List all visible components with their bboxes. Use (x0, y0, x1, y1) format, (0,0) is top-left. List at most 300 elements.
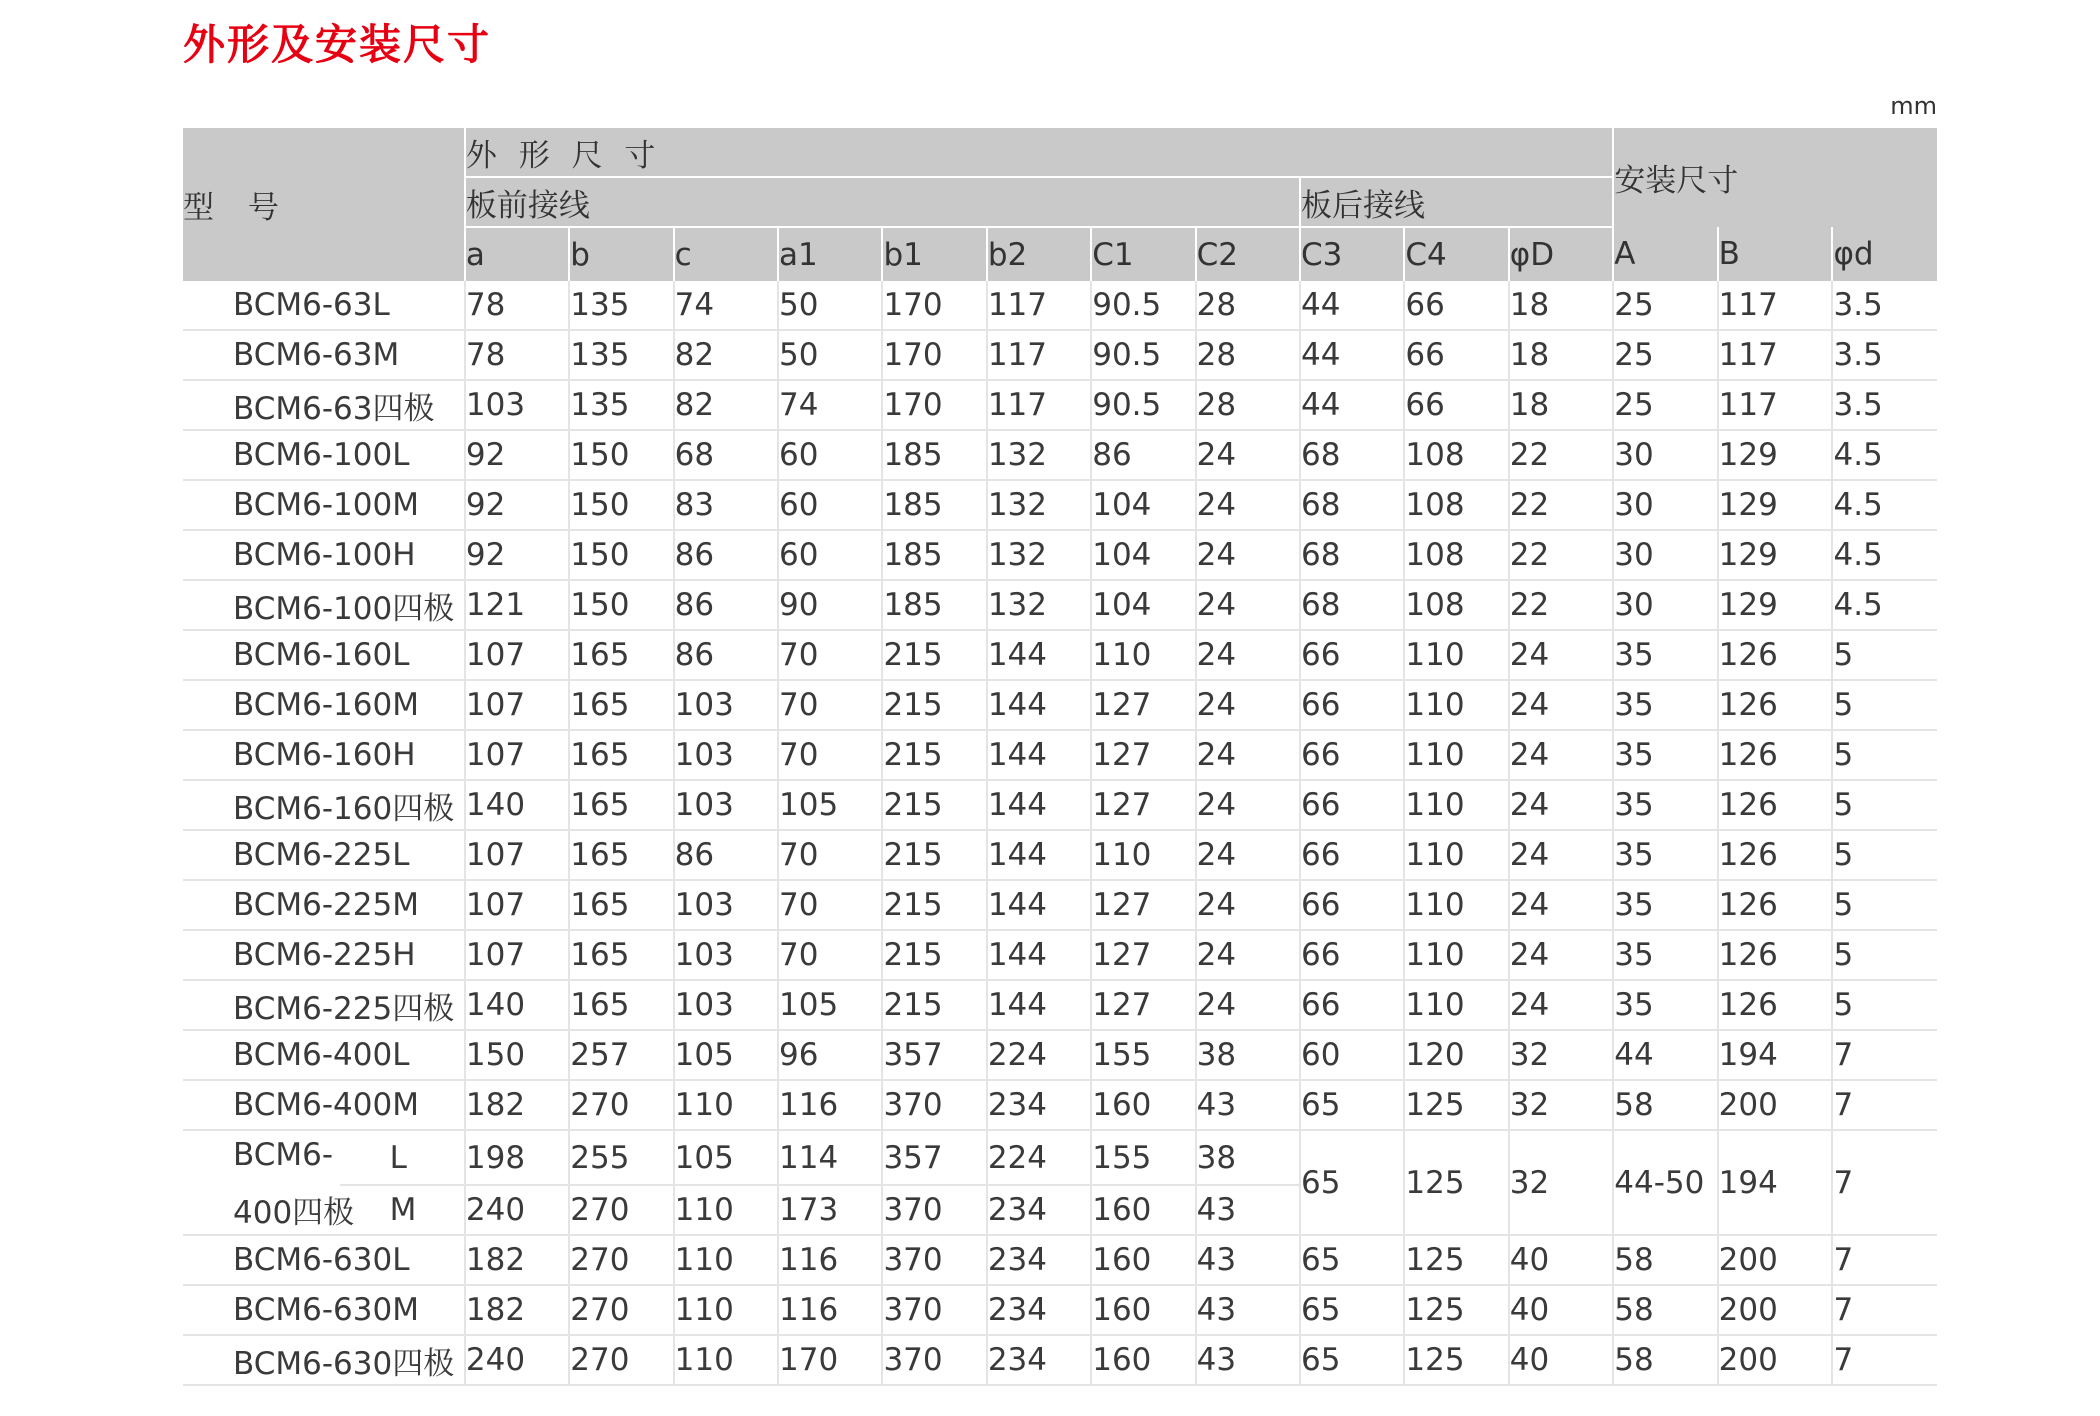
value-cell: 30 (1613, 530, 1717, 580)
value-cell: 173 (778, 1185, 882, 1235)
value-cell: 144 (987, 830, 1091, 880)
model-cell: BCM6-100L (183, 430, 465, 480)
value-cell: 215 (882, 980, 986, 1030)
value-cell: 90.5 (1091, 380, 1195, 430)
value-cell: 257 (569, 1030, 673, 1080)
table-row (183, 480, 1937, 530)
value-cell: 44 (1300, 281, 1404, 330)
value-cell: 24 (1509, 630, 1613, 680)
value-cell: 240 (465, 1335, 569, 1385)
value-cell: 194 (1718, 1030, 1833, 1080)
value-cell: 70 (778, 680, 882, 730)
model-cell: BCM6-160L (183, 630, 465, 680)
value-cell: 126 (1718, 730, 1833, 780)
value-cell: 234 (987, 1335, 1091, 1385)
column-header: φd (1832, 227, 1937, 281)
value-cell: 234 (987, 1235, 1091, 1285)
column-header: a (465, 227, 569, 281)
value-cell: 234 (987, 1185, 1091, 1235)
value-cell: 110 (1404, 680, 1508, 730)
value-cell: 135 (569, 380, 673, 430)
model-cell: BCM6-63M (183, 330, 465, 380)
value-cell: 116 (778, 1285, 882, 1335)
value-cell: 92 (465, 480, 569, 530)
value-cell: 24 (1196, 880, 1300, 930)
value-cell: 7 (1832, 1235, 1937, 1285)
value-cell: 170 (778, 1335, 882, 1385)
value-cell: 126 (1718, 680, 1833, 730)
value-cell: 35 (1613, 830, 1717, 880)
value-cell: 125 (1404, 1235, 1508, 1285)
value-cell: 86 (674, 530, 778, 580)
value-cell: 35 (1613, 980, 1717, 1030)
value-cell: 357 (882, 1130, 986, 1185)
value-cell: 182 (465, 1235, 569, 1285)
value-cell: 117 (987, 380, 1091, 430)
table-row (183, 580, 1937, 630)
value-cell: 25 (1613, 380, 1717, 430)
value-cell: 82 (674, 380, 778, 430)
value-cell: 44 (1613, 1030, 1717, 1080)
value-cell: 24 (1196, 830, 1300, 880)
value-cell: 25 (1613, 281, 1717, 330)
dimension-table (183, 128, 1937, 1386)
value-cell: 74 (778, 380, 882, 430)
value-cell: 215 (882, 730, 986, 780)
model-cell: BCM6-63L (183, 281, 465, 330)
value-cell: 24 (1196, 930, 1300, 980)
table-row (183, 880, 1937, 930)
value-cell: 110 (674, 1335, 778, 1385)
value-cell: 82 (674, 330, 778, 380)
value-cell: 32 (1509, 1030, 1613, 1080)
value-cell: 60 (778, 530, 882, 580)
value-cell: 150 (569, 580, 673, 630)
outline-dimensions-header: 外 形 尺 寸 (465, 128, 1613, 177)
value-cell: 110 (674, 1080, 778, 1130)
value-cell: 5 (1832, 980, 1937, 1030)
value-cell: 7 (1832, 1335, 1937, 1385)
value-cell: 215 (882, 680, 986, 730)
value-cell: 5 (1832, 930, 1937, 980)
value-cell: 35 (1613, 680, 1717, 730)
model-cell-line1: BCM6- (233, 1137, 334, 1173)
column-header: a1 (778, 227, 882, 281)
value-cell: 5 (1832, 630, 1937, 680)
value-cell: 28 (1196, 330, 1300, 380)
value-cell: 110 (1404, 980, 1508, 1030)
model-cell: BCM6-225H (183, 930, 465, 980)
value-cell: 108 (1404, 430, 1508, 480)
value-cell: 65 (1300, 1335, 1404, 1385)
model-cell: BCM6-160M (183, 680, 465, 730)
value-cell: 155 (1091, 1030, 1195, 1080)
value-cell: 65 (1300, 1235, 1404, 1285)
install-dimensions-header: 安装尺寸 (1613, 128, 1937, 227)
value-cell: 150 (465, 1030, 569, 1080)
table-row (183, 980, 1937, 1030)
value-cell: 125 (1404, 1285, 1508, 1335)
value-cell: 150 (569, 480, 673, 530)
table-row (183, 530, 1937, 580)
value-cell: 107 (465, 930, 569, 980)
value-cell: 107 (465, 730, 569, 780)
value-cell: 107 (465, 880, 569, 930)
value-cell: 103 (674, 730, 778, 780)
value-cell: 165 (569, 680, 673, 730)
front-wiring-header: 板前接线 (465, 177, 1300, 227)
value-cell: 129 (1718, 480, 1833, 530)
value-cell: 110 (1404, 730, 1508, 780)
value-cell: 58 (1613, 1235, 1717, 1285)
value-cell: 24 (1509, 830, 1613, 880)
value-cell: 108 (1404, 530, 1508, 580)
value-cell: 117 (987, 281, 1091, 330)
value-cell: 165 (569, 880, 673, 930)
value-cell: 74 (674, 281, 778, 330)
value-cell: 90.5 (1091, 330, 1195, 380)
value-cell: 370 (882, 1285, 986, 1335)
value-cell: 370 (882, 1185, 986, 1235)
value-cell: 200 (1718, 1235, 1833, 1285)
value-cell: 182 (465, 1080, 569, 1130)
value-cell: 24 (1196, 630, 1300, 680)
value-cell: 234 (987, 1080, 1091, 1130)
column-header: C2 (1196, 227, 1300, 281)
model-cell: BCM6-400L (183, 1030, 465, 1080)
value-cell: 127 (1091, 930, 1195, 980)
value-cell: 270 (569, 1235, 673, 1285)
value-cell: 66 (1300, 930, 1404, 980)
value-cell: 270 (569, 1285, 673, 1335)
column-header: c (674, 227, 778, 281)
value-cell: 83 (674, 480, 778, 530)
value-cell: 103 (465, 380, 569, 430)
value-cell: 24 (1196, 980, 1300, 1030)
value-cell: 110 (1404, 830, 1508, 880)
value-cell: 215 (882, 780, 986, 830)
value-cell: 126 (1718, 630, 1833, 680)
value-cell: 224 (987, 1030, 1091, 1080)
value-cell: 44 (1300, 380, 1404, 430)
value-cell: 105 (778, 780, 882, 830)
value-cell: 40 (1509, 1285, 1613, 1335)
value-cell: 165 (569, 830, 673, 880)
value-cell: 110 (674, 1285, 778, 1335)
value-cell: 126 (1718, 780, 1833, 830)
value-cell: 132 (987, 480, 1091, 530)
value-cell: 22 (1509, 530, 1613, 580)
value-cell: 103 (674, 880, 778, 930)
value-cell: 185 (882, 430, 986, 480)
value-cell: 200 (1718, 1285, 1833, 1335)
value-cell: 28 (1196, 281, 1300, 330)
value-cell: 90 (778, 580, 882, 630)
value-cell: 103 (674, 680, 778, 730)
value-cell: 185 (882, 530, 986, 580)
column-header: C1 (1091, 227, 1195, 281)
value-cell: 70 (778, 730, 882, 780)
value-cell: 144 (987, 780, 1091, 830)
value-cell: 129 (1718, 430, 1833, 480)
value-cell: 357 (882, 1030, 986, 1080)
value-cell: 370 (882, 1335, 986, 1385)
value-cell: 43 (1196, 1235, 1300, 1285)
value-cell: 65 (1300, 1285, 1404, 1335)
value-cell: 117 (1718, 281, 1833, 330)
table-row (183, 780, 1937, 830)
value-cell: 24 (1196, 780, 1300, 830)
value-cell: 107 (465, 830, 569, 880)
value-cell: 96 (778, 1030, 882, 1080)
value-cell: 240 (465, 1185, 569, 1235)
value-cell: 24 (1196, 580, 1300, 630)
value-cell: 24 (1509, 930, 1613, 980)
model-cell: BCM6-225L (183, 830, 465, 880)
value-cell: 38 (1196, 1130, 1300, 1185)
value-cell: 110 (1404, 930, 1508, 980)
value-cell: 132 (987, 580, 1091, 630)
value-cell: 92 (465, 530, 569, 580)
value-cell: 255 (569, 1130, 673, 1185)
value-cell: 30 (1613, 480, 1717, 530)
table-row (183, 330, 1937, 380)
value-cell: 110 (1404, 780, 1508, 830)
value-cell: 215 (882, 630, 986, 680)
value-cell: 129 (1718, 530, 1833, 580)
value-cell: 215 (882, 930, 986, 980)
value-cell: 86 (674, 830, 778, 880)
value-cell: 129 (1718, 580, 1833, 630)
value-cell: 60 (1300, 1030, 1404, 1080)
value-cell: 40 (1509, 1235, 1613, 1285)
value-cell: 165 (569, 730, 673, 780)
value-cell: 165 (569, 630, 673, 680)
value-cell: 66 (1404, 281, 1508, 330)
table-row (183, 1130, 1937, 1185)
value-cell: 5 (1832, 680, 1937, 730)
value-cell: 121 (465, 580, 569, 630)
value-cell: 120 (1404, 1030, 1508, 1080)
value-cell: 4.5 (1832, 580, 1937, 630)
value-cell: 144 (987, 980, 1091, 1030)
value-cell: 165 (569, 930, 673, 980)
value-cell: 66 (1300, 980, 1404, 1030)
value-cell: 35 (1613, 730, 1717, 780)
value-cell: 110 (1404, 630, 1508, 680)
value-cell: 70 (778, 930, 882, 980)
value-cell: 3.5 (1832, 380, 1937, 430)
value-cell: 66 (1300, 730, 1404, 780)
value-cell: 5 (1832, 730, 1937, 780)
value-cell: 18 (1509, 330, 1613, 380)
value-cell: 110 (674, 1235, 778, 1285)
value-cell: 215 (882, 830, 986, 880)
value-cell: 78 (465, 281, 569, 330)
value-cell: 182 (465, 1285, 569, 1335)
model-cell-line2: 400四极 (183, 1185, 340, 1235)
value-cell: 200 (1718, 1335, 1833, 1385)
value-cell: 35 (1613, 630, 1717, 680)
value-cell: 144 (987, 880, 1091, 930)
value-cell: 270 (569, 1335, 673, 1385)
value-cell: 5 (1832, 880, 1937, 930)
value-cell: 70 (778, 830, 882, 880)
value-cell: 78 (465, 330, 569, 380)
value-cell: 117 (987, 330, 1091, 380)
table-row (183, 730, 1937, 780)
model-cell: BCM6-630L (183, 1235, 465, 1285)
value-cell: 86 (674, 630, 778, 680)
value-cell: 140 (465, 780, 569, 830)
value-cell: 170 (882, 380, 986, 430)
value-cell: 107 (465, 630, 569, 680)
value-cell: 234 (987, 1285, 1091, 1335)
value-cell: 215 (882, 880, 986, 930)
table-row (183, 1030, 1937, 1080)
value-cell: 370 (882, 1235, 986, 1285)
model-cell: BCM6-630M (183, 1285, 465, 1335)
value-cell: 58 (1613, 1335, 1717, 1385)
value-cell: 24 (1509, 780, 1613, 830)
table-row (183, 1235, 1937, 1285)
value-cell: 68 (1300, 580, 1404, 630)
value-cell: 30 (1613, 580, 1717, 630)
value-cell: 58 (1613, 1285, 1717, 1335)
value-cell: 160 (1091, 1335, 1195, 1385)
value-cell: 108 (1404, 480, 1508, 530)
value-cell: 105 (674, 1130, 778, 1185)
value-cell: 126 (1718, 980, 1833, 1030)
sub-model-m: M (340, 1185, 465, 1235)
value-cell: 126 (1718, 930, 1833, 980)
column-header: C4 (1404, 227, 1508, 281)
value-cell: 104 (1091, 480, 1195, 530)
value-cell: 270 (569, 1185, 673, 1235)
value-cell: 43 (1196, 1335, 1300, 1385)
page-title: 外形及安装尺寸 (183, 20, 492, 69)
value-cell: 110 (1091, 630, 1195, 680)
value-cell: 38 (1196, 1030, 1300, 1080)
value-cell: 170 (882, 281, 986, 330)
table-row (183, 1285, 1937, 1335)
value-cell: 66 (1300, 880, 1404, 930)
value-cell: 35 (1613, 780, 1717, 830)
value-cell: 22 (1509, 480, 1613, 530)
value-cell: 32 (1509, 1130, 1613, 1235)
value-cell: 117 (1718, 330, 1833, 380)
value-cell: 90.5 (1091, 281, 1195, 330)
value-cell: 70 (778, 630, 882, 680)
value-cell: 125 (1404, 1080, 1508, 1130)
unit-label: mm (1890, 92, 1937, 120)
value-cell: 66 (1300, 830, 1404, 880)
value-cell: 44 (1300, 330, 1404, 380)
value-cell: 4.5 (1832, 530, 1937, 580)
value-cell: 24 (1196, 430, 1300, 480)
value-cell: 24 (1509, 980, 1613, 1030)
model-header: 型 号 (183, 128, 465, 281)
value-cell: 103 (674, 930, 778, 980)
value-cell: 22 (1509, 430, 1613, 480)
column-header: C3 (1300, 227, 1404, 281)
value-cell: 110 (674, 1185, 778, 1235)
value-cell: 117 (1718, 380, 1833, 430)
value-cell: 86 (674, 580, 778, 630)
value-cell: 18 (1509, 380, 1613, 430)
value-cell: 22 (1509, 580, 1613, 630)
value-cell: 43 (1196, 1285, 1300, 1335)
sub-model-l: L (340, 1130, 465, 1185)
value-cell: 65 (1300, 1130, 1404, 1235)
value-cell: 144 (987, 680, 1091, 730)
table-row (183, 430, 1937, 480)
column-header: B (1718, 227, 1833, 281)
value-cell: 105 (674, 1030, 778, 1080)
value-cell: 144 (987, 630, 1091, 680)
model-cell: BCM6-400M (183, 1080, 465, 1130)
value-cell: 160 (1091, 1080, 1195, 1130)
value-cell: 24 (1509, 880, 1613, 930)
value-cell: 150 (569, 530, 673, 580)
value-cell: 3.5 (1832, 281, 1937, 330)
value-cell: 103 (674, 980, 778, 1030)
value-cell: 7 (1832, 1285, 1937, 1335)
model-cell: BCM6-225四极 (183, 980, 465, 1030)
value-cell: 66 (1404, 380, 1508, 430)
value-cell: 66 (1404, 330, 1508, 380)
value-cell: 43 (1196, 1080, 1300, 1130)
value-cell: 144 (987, 730, 1091, 780)
value-cell: 165 (569, 780, 673, 830)
value-cell: 200 (1718, 1080, 1833, 1130)
value-cell: 160 (1091, 1285, 1195, 1335)
value-cell: 58 (1613, 1080, 1717, 1130)
value-cell: 28 (1196, 380, 1300, 430)
value-cell: 127 (1091, 780, 1195, 830)
column-header: b2 (987, 227, 1091, 281)
value-cell: 4.5 (1832, 480, 1937, 530)
value-cell: 110 (1404, 880, 1508, 930)
value-cell: 30 (1613, 430, 1717, 480)
value-cell: 24 (1196, 680, 1300, 730)
value-cell: 370 (882, 1080, 986, 1130)
table-row (183, 830, 1937, 880)
value-cell: 160 (1091, 1185, 1195, 1235)
value-cell: 104 (1091, 580, 1195, 630)
value-cell: 140 (465, 980, 569, 1030)
value-cell: 4.5 (1832, 430, 1937, 480)
value-cell: 66 (1300, 680, 1404, 730)
model-cell: BCM6-100H (183, 530, 465, 580)
model-cell: BCM6-100M (183, 480, 465, 530)
value-cell: 107 (465, 680, 569, 730)
value-cell: 127 (1091, 880, 1195, 930)
value-cell: 50 (778, 281, 882, 330)
value-cell: 270 (569, 1080, 673, 1130)
value-cell: 194 (1718, 1130, 1833, 1235)
value-cell: 5 (1832, 830, 1937, 880)
value-cell: 185 (882, 580, 986, 630)
value-cell: 135 (569, 281, 673, 330)
table-row (183, 1080, 1937, 1130)
value-cell: 32 (1509, 1080, 1613, 1130)
value-cell: 40 (1509, 1335, 1613, 1385)
value-cell: 68 (1300, 480, 1404, 530)
value-cell: 68 (1300, 530, 1404, 580)
value-cell: 7 (1832, 1080, 1937, 1130)
value-cell: 170 (882, 330, 986, 380)
